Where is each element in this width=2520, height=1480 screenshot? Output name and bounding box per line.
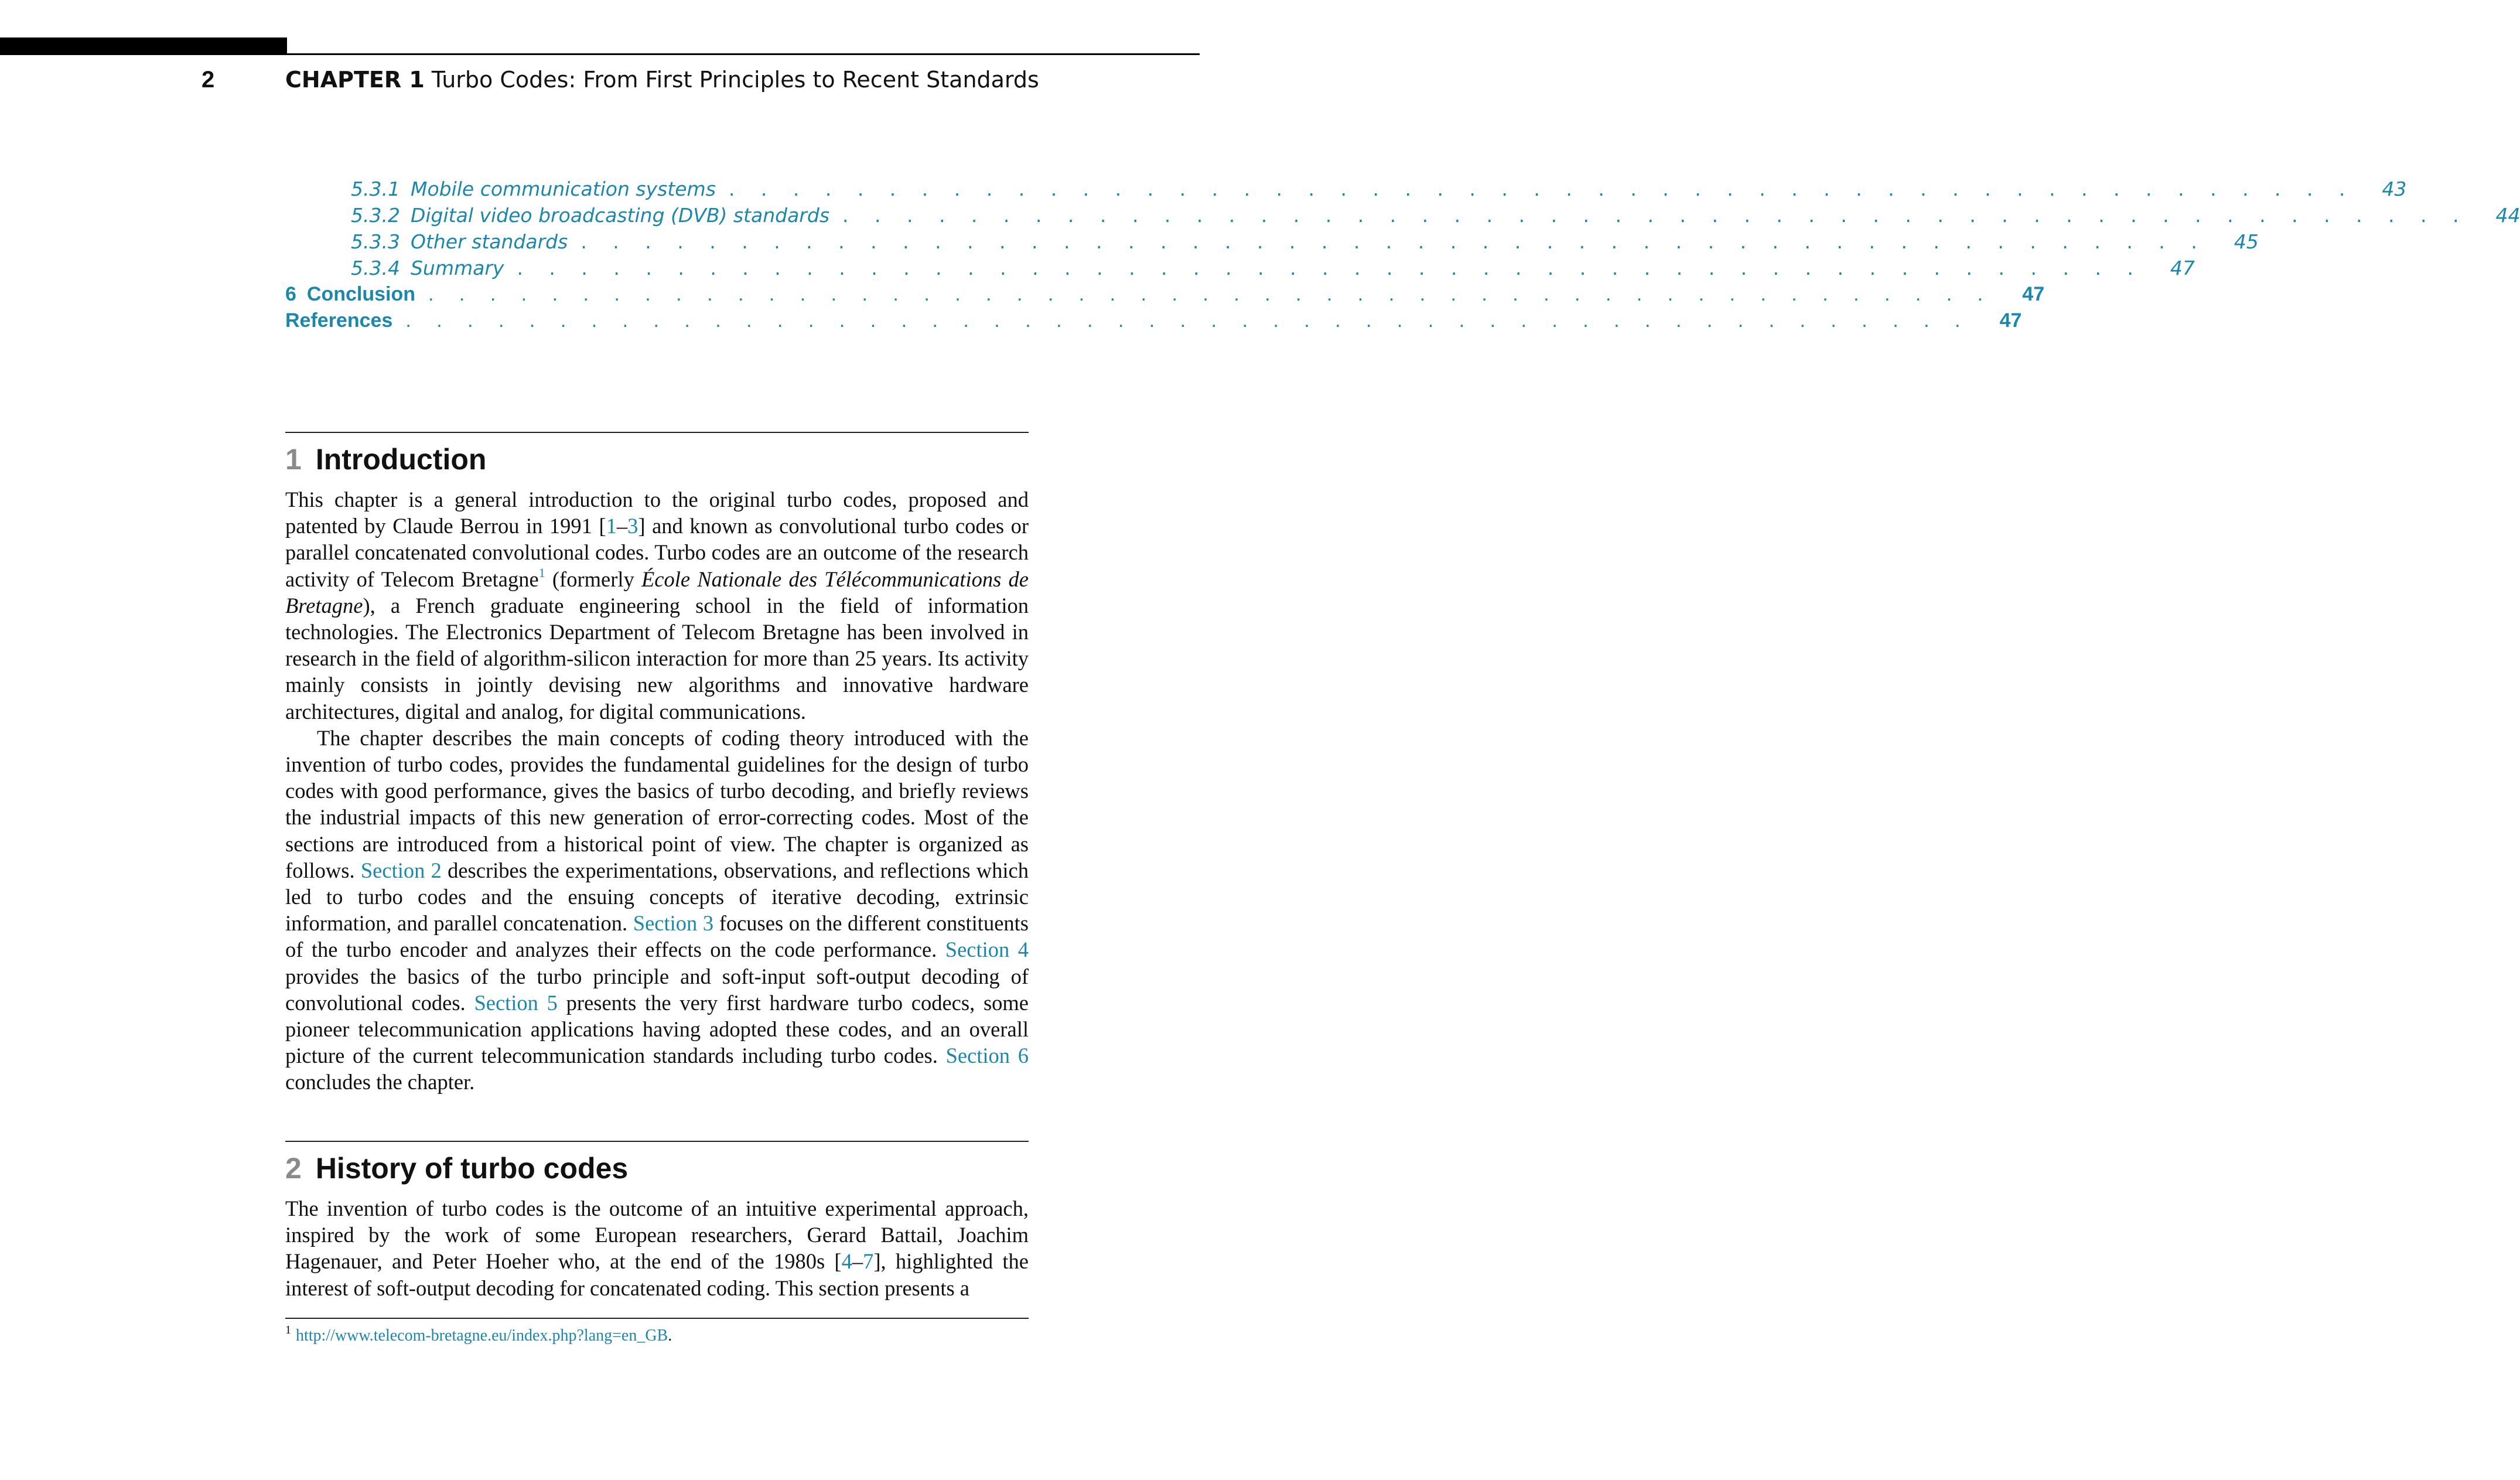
toc-leader-dots: . . . . . . . . . . . . . . . . . . . . . . . . . . . . . . . . . . . . . . . . . . . . . . . . . . . — [842, 204, 2469, 227]
text-run: focuses on the different constituents of the turbo encoder and analyzes their effects on the code performance. — [285, 911, 1029, 962]
text-run: (formerly — [545, 567, 641, 591]
text-run: The invention of turbo codes is the outcome of an intuitive experimental approach, inspired by the work of some European researchers, Gerard Battail, Joachim Hagenauer, and Peter Hoeher who, at the end of the 1980s [ — [285, 1196, 1029, 1274]
footnote — [285, 1325, 672, 1346]
section-1-body — [285, 486, 1029, 1096]
toc-entry-number: 5.3.3 — [351, 230, 400, 253]
footnote-number: 1 — [285, 1323, 291, 1336]
page-number: 2 — [202, 67, 215, 93]
toc-entry-5-3-1[interactable] — [285, 176, 2407, 202]
toc-entry-number: 5.3.1 — [351, 178, 400, 200]
text-run: provides the basics of the turbo principle and soft-input soft-output decoding of convolutional codes. — [285, 964, 1029, 1015]
footnote-marker[interactable]: 1 — [538, 565, 545, 581]
section-title: History of turbo codes — [315, 1152, 629, 1185]
toc-leader-dots: . . . . . . . . . . . . . . . . . . . . . . . . . . . . . . . . . . . . . . . . . . . . . . . . . . . — [728, 178, 2355, 200]
section-1-rule — [285, 432, 1029, 433]
section-link[interactable]: Section 2 — [360, 858, 442, 882]
toc-entry-number: 5.3.4 — [351, 257, 400, 279]
text-run: concludes the chapter. — [285, 1070, 475, 1094]
toc-entry-5-3-4[interactable] — [285, 255, 2195, 281]
toc-leader-dots: . . . . . . . . . . . . . . . . . . . . . . . . . . . . . . . . . . . . . . . . . . . . . . . . . . . — [428, 283, 1993, 305]
text-run: ], highlighted the interest of soft-output decoding for concatenated coding. This section presents a — [285, 1249, 1029, 1300]
running-head — [285, 64, 1039, 95]
citation-link[interactable]: 4 — [841, 1249, 852, 1274]
text-run: ), a French graduate engineering school in the field of information technologies. The Electronics Department of Telecom Bretagne has been involved in research in the field of algorithm-silicon interaction for more than 25 years. Its activity mainly consists in jointly devising new algorithms and innovative hardware architectures, digital and analog, for digital communications. — [285, 593, 1029, 724]
paragraph — [285, 725, 1029, 1096]
toc-entry-page: 43 — [2382, 178, 2407, 200]
toc-entry-page: 47 — [1999, 309, 2022, 332]
section-number: 1 — [285, 443, 302, 476]
section-link[interactable]: Section 4 — [945, 937, 1029, 962]
toc-entry-page: 47 — [2022, 283, 2045, 305]
toc-entry-title: Mobile communication systems — [410, 178, 716, 200]
header-rule — [287, 53, 1200, 55]
text-run: . — [668, 1326, 672, 1345]
toc-entry-title: Summary — [410, 257, 504, 279]
citation-link[interactable]: 7 — [863, 1249, 874, 1274]
toc-entry-title: References — [285, 309, 393, 332]
text-run: ] and known as convolutional turbo codes or parallel concatenated convolutional codes. Turbo codes are an outcome of the research activity of Telecom Bretagne — [285, 514, 1029, 591]
text-run: presents the very first hardware turbo codecs, some pioneer telecommunication applications having adopted these codes, and an overall picture of the current telecommunication standards including turbo codes. — [285, 990, 1029, 1068]
section-title: Introduction — [315, 443, 487, 476]
toc-entry-page: 44 — [2495, 204, 2520, 227]
paragraph — [285, 486, 1029, 725]
toc-entry-5-3-2[interactable] — [285, 202, 2520, 229]
toc-entry-title: Digital video broadcasting (DVB) standards — [410, 204, 830, 227]
chapter-label: CHAPTER 1 — [285, 67, 425, 93]
header-bar-thick — [0, 37, 287, 55]
section-link[interactable]: Section 3 — [633, 911, 714, 936]
chapter-title: Turbo Codes: From First Principles to Recent Standards — [431, 67, 1039, 93]
toc-entry-references[interactable] — [285, 308, 2022, 334]
footnote-url-link[interactable]: http://www.telecom-bretagne.eu/index.php?lang=en_GB — [296, 1326, 668, 1345]
toc-entry-title: Conclusion — [306, 283, 416, 305]
section-link[interactable]: Section 5 — [474, 990, 558, 1015]
text-run: The chapter describes the main concepts of coding theory introduced with the invention of turbo codes, provides the fundamental guidelines for the design of turbo codes with good performance, gives the basics of turbo decoding, and briefly reviews the industrial impacts of this new generation of error-correcting codes. Most of the sections are introduced from a historical point of view. The chapter is organized as follows. — [285, 725, 1029, 882]
toc-leader-dots: . . . . . . . . . . . . . . . . . . . . . . . . . . . . . . . . . . . . . . . . . . . . . . . . . . . — [517, 257, 2143, 279]
toc-entry-number: 6 — [285, 283, 296, 305]
italic-text: École Nationale des Télécommunications de Bretagne — [285, 567, 1029, 618]
footnote-rule — [285, 1318, 1029, 1319]
toc-entry-5-3-3[interactable] — [285, 229, 2259, 255]
section-link[interactable]: Section 6 — [945, 1043, 1029, 1068]
section-2-rule — [285, 1141, 1029, 1142]
text-run: This chapter is a general introduction to the original turbo codes, proposed and patented by Claude Berrou in 1991 [ — [285, 487, 1029, 538]
toc-leader-dots: . . . . . . . . . . . . . . . . . . . . . . . . . . . . . . . . . . . . . . . . . . . . . . . . . . . — [581, 230, 2207, 253]
section-number: 2 — [285, 1152, 302, 1185]
toc-entry-page: 45 — [2234, 230, 2259, 253]
table-of-contents — [285, 176, 2520, 334]
section-1-heading — [285, 441, 486, 478]
toc-entry-page: 47 — [2170, 257, 2195, 279]
toc-leader-dots: . . . . . . . . . . . . . . . . . . . . . . . . . . . . . . . . . . . . . . . . . . . . . . . . . . . — [405, 309, 1971, 332]
toc-entry-conclusion[interactable] — [285, 281, 2045, 308]
paragraph — [285, 1195, 1029, 1301]
citation-link[interactable]: 3 — [627, 514, 638, 538]
citation-link[interactable]: 1 — [606, 514, 617, 538]
section-2-heading — [285, 1150, 628, 1187]
text-run: – — [616, 514, 628, 538]
toc-entry-number: 5.3.2 — [351, 204, 400, 227]
text-run: – — [852, 1249, 863, 1274]
section-2-body — [285, 1195, 1029, 1301]
toc-entry-title: Other standards — [410, 230, 568, 253]
text-run: describes the experimentations, observations, and reflections which led to turbo codes and the ensuing concepts of iterative decoding, extrinsic information, and parallel concatenation. — [285, 858, 1029, 936]
